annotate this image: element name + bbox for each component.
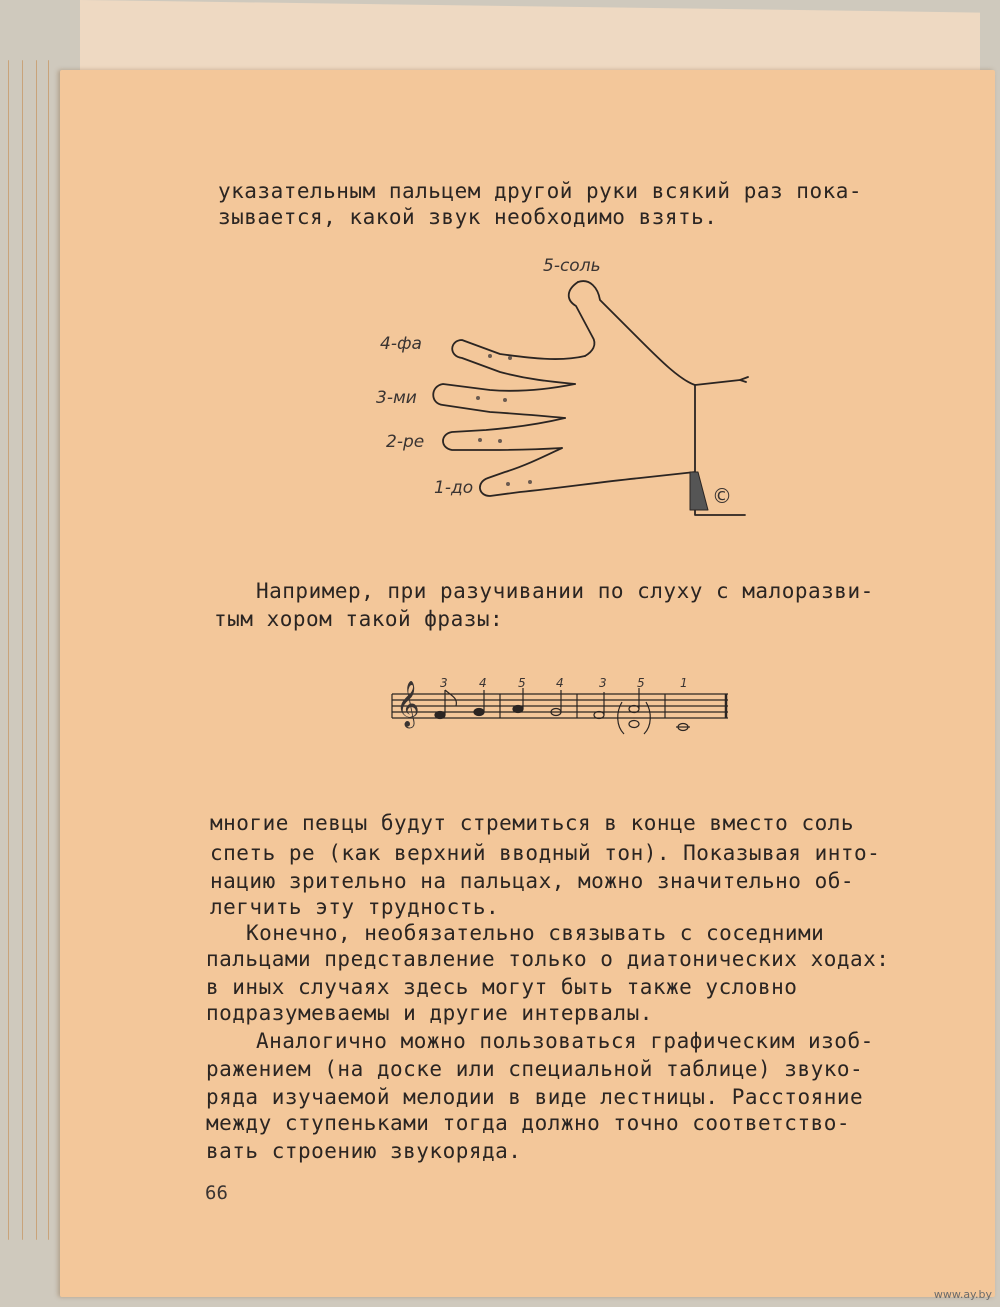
finger-label-2: 2-ре bbox=[386, 432, 425, 452]
finger-label-3: 3-ми bbox=[376, 388, 417, 408]
finger-number: 5 bbox=[637, 676, 645, 690]
paragraph3-line-2: пальцами представление только о диатонических ходах: bbox=[206, 947, 890, 971]
paragraph1-line-1: Например, при разучивании по слуху с малоразви- bbox=[256, 579, 874, 603]
paragraph4-line-2: ражением (на доске или специальной таблице) звуко- bbox=[206, 1057, 864, 1081]
paragraph4-line-5: вать строению звукоряда. bbox=[206, 1139, 522, 1163]
finger-number: 5 bbox=[518, 676, 526, 690]
paragraph4-line-1: Аналогично можно пользоваться графическим изоб- bbox=[256, 1029, 874, 1053]
copyright-symbol: © bbox=[712, 484, 732, 508]
finger-number: 3 bbox=[440, 676, 448, 690]
paragraph2-line-2: спеть ре (как верхний вводный тон). Показывая инто- bbox=[210, 841, 881, 865]
paragraph4-line-3: ряда изучаемой мелодии в виде лестницы. Расстояние bbox=[206, 1085, 864, 1109]
paragraph4-line-4: между ступеньками тогда должно точно соответство- bbox=[206, 1111, 851, 1135]
finger-label-1: 1-до bbox=[434, 478, 474, 498]
page-number: 66 bbox=[205, 1182, 228, 1204]
paragraph3-line-4: подразумеваемы и другие интервалы. bbox=[206, 1001, 653, 1025]
finger-number: 1 bbox=[680, 676, 688, 690]
treble-clef: 𝄞 bbox=[396, 681, 420, 727]
finger-number: 3 bbox=[599, 676, 607, 690]
finger-label-5: 5-соль bbox=[543, 256, 601, 276]
finger-number: 4 bbox=[556, 676, 564, 690]
paragraph2-line-1: многие певцы будут стремиться в конце вместо соль bbox=[210, 811, 855, 835]
paragraph2-line-4: легчить эту трудность. bbox=[210, 895, 500, 919]
intro-line-2: зывается, какой звук необходимо взять. bbox=[218, 205, 718, 229]
paragraph3-line-1: Конечно, необязательно связывать с соседними bbox=[246, 921, 825, 945]
paragraph2-line-3: нацию зрительно на пальцах, можно значительно об- bbox=[210, 869, 855, 893]
finger-label-4: 4-фа bbox=[380, 334, 422, 354]
paragraph1-line-2: тым хором такой фразы: bbox=[214, 607, 504, 631]
paragraph3-line-3: в иных случаях здесь могут быть также условно bbox=[206, 975, 798, 999]
finger-number: 4 bbox=[479, 676, 487, 690]
intro-line-1: указательным пальцем другой руки всякий раз пока- bbox=[218, 179, 863, 203]
watermark: www.ay.by bbox=[933, 1288, 992, 1301]
